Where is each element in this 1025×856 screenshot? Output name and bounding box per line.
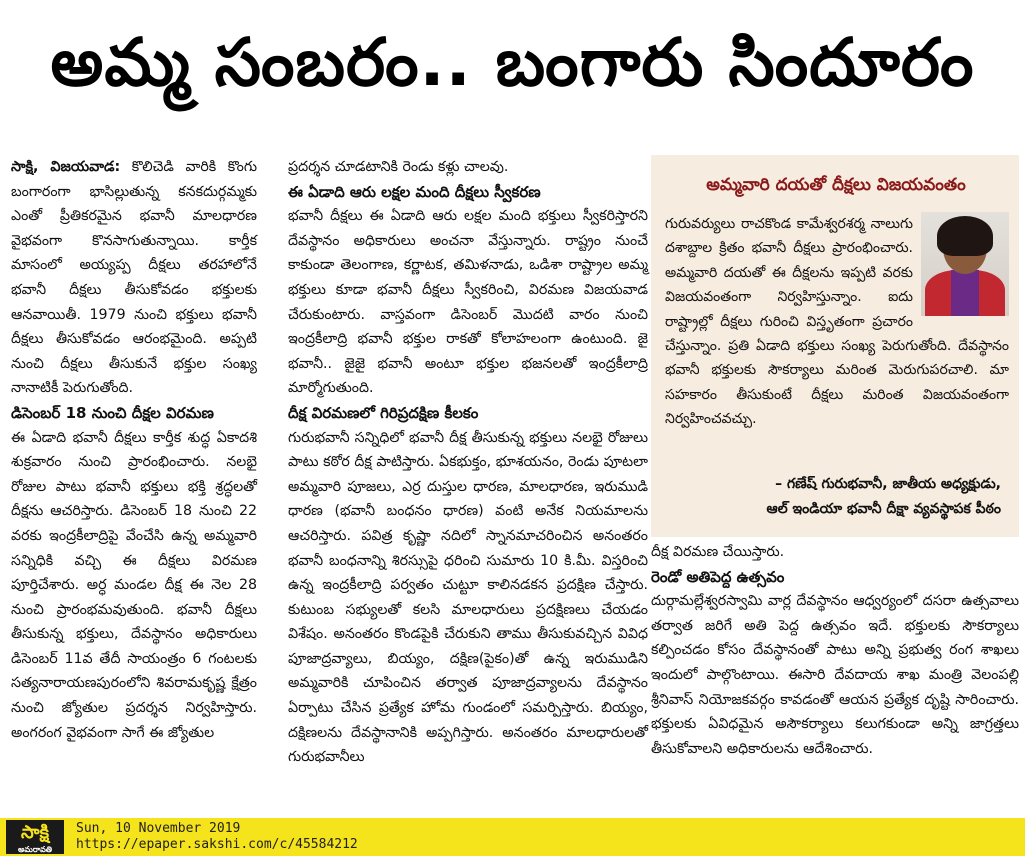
sidebar-title: అమ్మవారి దయతో దీక్షలు విజయవంతం — [706, 175, 966, 195]
article-column-3 — [651, 540, 1019, 761]
subheading: దీక్ష విరమణలో గిరిప్రదక్షిణ కీలకం — [288, 403, 479, 422]
attribution-line-2: ఆల్ ఇండియా భవానీ దీక్షా వ్యవస్థాపక పీఠం — [766, 501, 1001, 517]
photo-scarf-shape — [951, 270, 979, 316]
sakshi-logo[interactable] — [6, 820, 64, 854]
paragraph: ఈ ఏడాది భవానీ దీక్షలు కార్తీక శుద్ధ ఏకాదశి శుక్రవారం నుంచి ప్రారంభించారు. నలభై రోజుల పాటు భవానీ భక్తులు భక్తి శ్రద్ధలతో దీక్షను ఆచరిస్తారు. డిసెంబర్ 18 నుంచి 22 వరకు ఇంద్రకీలాద్రిపై వేంచేసి ఉన్న అమ్మవారి సన్నిధికి వచ్చి ఈ దీక్షలు విరమణ పూర్తిచేశారు. అర్ధ మండల దీక్ష ఈ నెల 28 నుంచి ప్రారంభమవుతుంది. భవానీ దీక్షలు తీసుకున్న భక్తులు, దేవస్థానం అధికారులు డిసెంబర్ 11వ తేదీ సాయంత్రం 6 గంటలకు సత్యనారాయణపురంలోని శివరామకృష్ణ క్షేత్రం నుంచి జ్యోతుల ప్రదర్శన నిర్వహిస్తారు. అంగరంగ వైభవంగా సాగే ఈ జ్యోతుల — [11, 429, 257, 741]
logo-text: సాక్షి — [21, 822, 49, 843]
paragraph-text: కొలిచెడి వారికి కొంగు బంగారంగా భాసిల్లుతున్న కనకదుర్గమ్మకు ఎంతో ప్రీతికరమైన భవానీ మాలధారణ వైభవంగా కొనసాగుతున్నాయి. కార్తీక మాసంలో అయ్యప్ప దీక్షలు తరహాలోనే భవానీ దీక్షలు తీసుకోవడం భక్తులకు ఆనవాయితీ. 1979 నుంచి భక్తులు భవానీ దీక్షలు తీసుకోవడం ఆరంభమైంది. అప్పటి నుంచి దీక్షలు తీసుకునే భక్తుల సంఖ్య నానాటికీ పెరుగుతోంది. — [11, 159, 258, 397]
attribution-line-1: – గణేష్ గురుభవానీ, జాతీయ అధ్యక్షుడు, — [775, 476, 1001, 492]
paragraph: దుర్గామల్లేశ్వరస్వామి వార్ల దేవస్థానం ఆధ్వర్యంలో దసరా ఉత్సవాలు తర్వాత జరిగే అతి పెద్ద ఉత్సవం ఇదే. భక్తులకు సౌకర్యాలు కల్పించడం కోసం దేవస్థానంతో పాటు అన్ని ప్రభుత్వ రంగ శాఖలు ఇందులో పాల్గొంటాయి. ఈసారి దేవదాయ శాఖ మంత్రి వెలంపల్లి శ్రీనివాస్ నియోజకవర్గం కావడంతో ఆయన ప్రత్యేక దృష్టి సారించారు. భక్తులకు ఏవిధమైన అసౌకర్యాలు కలుగకుండా అన్ని జాగ్రత్తలు తీసుకోవాలని అధికారులను ఆదేశించారు. — [651, 593, 1019, 757]
sidebar-text: గురువర్యులు రాచకొండ కామేశ్వరశర్మ నాలుగు దశాబ్దాల క్రితం భవానీ దీక్షలు ప్రారంభించారు. అమ్మవారి దయతో ఈ దీక్షలను ఇప్పటి వరకు విజయవంతంగా నిర్వహిస్తున్నాం. ఐదు రాష్ట్రాల్లో దీక్షలు గురించి విస్తృతంగా ప్రచారం చేస్తున్నాం. ప్రతి ఏడాది భక్తులు సంఖ్య పెరుగుతోంది. దేవస్థానం భవానీ భక్తులకు సౌకర్యాలు మరింత మెరుగుపరచాలి. మా సహకారం తీసుకుంటే దీక్షలు మరింత విజయవంతంగా నిర్వహించవచ్చు. — [665, 216, 1009, 428]
subheading: రెండో అతిపెద్ద ఉత్సవం — [651, 567, 785, 586]
source-url[interactable]: https://epaper.sakshi.com/c/45584212 — [76, 837, 358, 852]
portrait-photo — [921, 212, 1009, 316]
edition-date: Sun, 10 November 2019 — [76, 821, 241, 836]
paragraph: దీక్ష విరమణ చేయిస్తారు. — [651, 544, 785, 560]
footer-meta — [76, 821, 358, 853]
sidebar-attribution — [767, 472, 1001, 522]
photo-hair-shape — [937, 216, 993, 256]
headline: అమ్మ సంబరం.. బంగారు సిందూరం — [50, 23, 975, 101]
footer-bar — [0, 818, 1025, 856]
subheading: డిసెంబర్ 18 నుంచి దీక్షల విరమణ — [11, 403, 214, 422]
sidebar-box — [651, 155, 1019, 537]
paragraph: ప్రదర్శన చూడటానికి రెండు కళ్లు చాలవు. — [288, 159, 509, 175]
paragraph: భవానీ దీక్షలు ఈ ఏడాది ఆరు లక్షల మంది భక్తులు స్వీకరిస్తారని దేవస్థానం అధికారులు అంచనా వేస్తున్నారు. రాష్ట్రం నుంచే కాకుండా తెలంగాణ, కర్ణాటక, తమిళనాడు, ఒడిశా రాష్ట్రాల అమ్మ భక్తులు కూడా భవానీ దీక్షలు స్వీకరించి, విరమణ విజయవాడ చేరుకుంటారు. వాస్తవంగా డిసెంబర్ మొదటి వారం నుంచి ఇంద్రకీలాద్రి భవానీ భక్తుల రాకతో కోలాహలంగా ఉంటుంది. జై భవానీ.. జైజై భవానీ అంటూ భక్తుల భజనలతో ఇంద్రకీలాద్రి మార్మోగుతుంది. — [288, 208, 648, 397]
sidebar-body — [665, 212, 1009, 432]
dateline: సాక్షి, విజయవాడ: — [11, 159, 121, 175]
logo-subtext: అమరావతి — [17, 845, 53, 854]
article-column-1 — [11, 155, 257, 745]
subheading: ఈ ఏడాది ఆరు లక్షల మంది దీక్షలు స్వీకరణ — [288, 182, 541, 201]
paragraph: గురుభవానీ సన్నిధిలో భవానీ దీక్ష తీసుకున్న భక్తులు నలభై రోజులు పాటు కఠోర దీక్ష పాటిస్తారు. ఏకభుక్తం, భూశయనం, రెండు పూటలా అమ్మవారి పూజలు, ఎర్ర దుస్తుల ధారణ, మాలధారణ, ఇరుముడి ధారణ (భవానీ బంధనం ధారణ) వంటి అనేక నియమాలను ఆచరిస్తారు. పవిత్ర కృష్ణా నదిలో స్నానమాచరించిన అనంతరం భవానీ బంధనాన్ని శిరస్సుపై ధరించి సుమారు 10 కి.మీ. విస్తరించి ఉన్న ఇంద్రకీలాద్రి పర్వతం చుట్టూ కాలినడకన ప్రదక్షిణ చేస్తారు. కుటుంబ సభ్యులతో కలసి మాలధారులు ప్రదక్షిణలు చేయడం విశేషం. అనంతరం కొండపైకి చేరుకుని తాము తీసుకువచ్చిన వివిధ పూజాద్రవ్యాలు, బియ్యం, దక్షిణ(పైకం)తో ఉన్న ఇరుముడిని అమ్మవారికి చూపించిన తర్వాత పూజాద్రవ్యాలను దేవస్థానం ఏర్పాటు చేసిన ప్రత్యేక హోమ గుండంలో సమర్పిస్తారు. బియ్యం, దక్షిణలను దేవస్థానానికి అప్పగిస్తారు. అనంతరం మాలధారులతో గురుభవానీలు — [288, 429, 648, 766]
article-column-2 — [288, 155, 648, 770]
paragraph — [11, 155, 257, 401]
